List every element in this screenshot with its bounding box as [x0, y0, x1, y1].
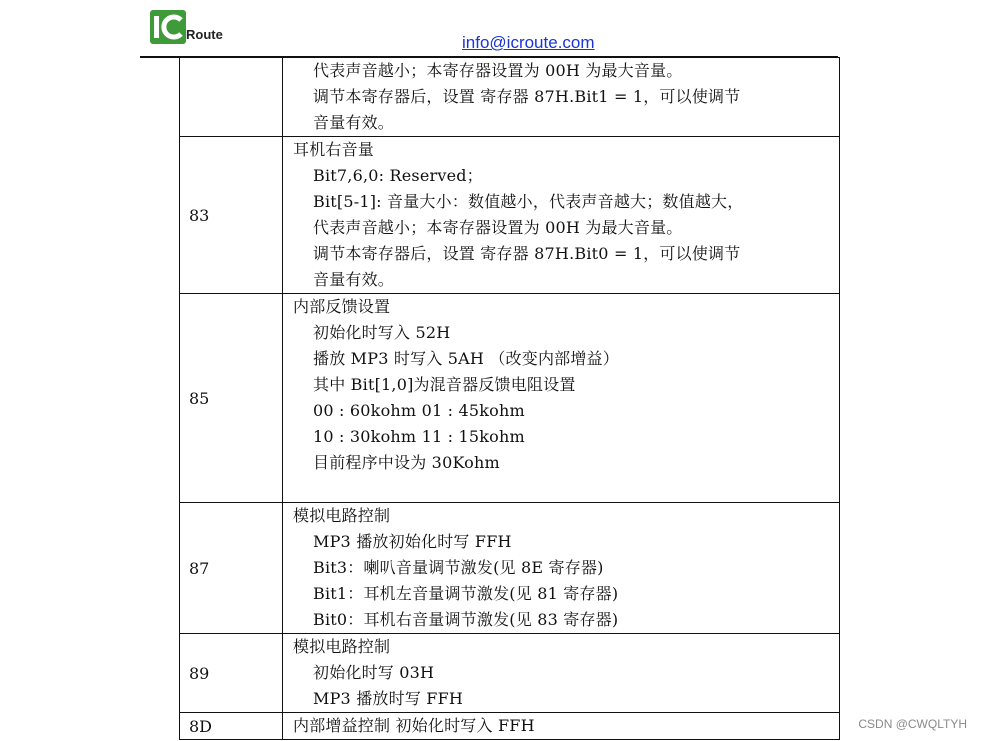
register-address: 89: [180, 634, 283, 713]
register-description: [283, 503, 840, 634]
description-line: MP3 播放初始化时写 FFH: [313, 532, 512, 551]
description-line: Bit[5-1]: 音量大小：数值越小，代表声音越大；数值越大，: [313, 192, 744, 211]
register-row: [180, 58, 840, 137]
register-description: [283, 294, 840, 503]
description-line: MP3 播放时写 FFH: [313, 689, 464, 708]
description-line: [283, 476, 839, 502]
description-line: Bit3：喇叭音量调节激发(见 8E 寄存器): [313, 558, 604, 577]
icroute-logo-icon: [150, 10, 186, 44]
register-address: 87: [180, 503, 283, 634]
description-line: 初始化时写入 52H: [313, 323, 451, 342]
watermark: CSDN @CWQLTYH: [858, 717, 967, 731]
description-line: 00 : 60kohm 01 : 45kohm: [313, 401, 525, 420]
email-link[interactable]: info@icroute.com: [462, 33, 595, 52]
register-row: [180, 713, 840, 740]
register-description: [283, 137, 840, 294]
register-address: 8D: [180, 713, 283, 740]
register-row: [180, 503, 840, 634]
description-line: 调节本寄存器后，设置 寄存器 87H.Bit1 = 1，可以使调节: [313, 87, 741, 106]
description-line: 内部增益控制 初始化时写入 FFH: [293, 716, 535, 735]
description-line: 其中 Bit[1,0]为混音器反馈电阻设置: [313, 375, 576, 394]
register-address: 83: [180, 137, 283, 294]
description-line: 10 : 30kohm 11 : 15kohm: [313, 427, 525, 446]
description-line: 播放 MP3 时写入 5AH （改变内部增益）: [313, 349, 619, 368]
description-line: 模拟电路控制: [293, 637, 391, 656]
register-description: [283, 713, 840, 740]
description-line: 模拟电路控制: [293, 506, 391, 525]
description-line: Bit1：耳机左音量调节激发(见 81 寄存器): [313, 584, 619, 603]
description-line: 代表声音越小；本寄存器设置为 00H 为最大音量。: [313, 61, 683, 80]
description-line: 音量有效。: [313, 270, 395, 289]
company-logo: [150, 10, 232, 46]
register-row: [180, 294, 840, 503]
register-table: [179, 57, 840, 740]
register-address: [180, 58, 283, 137]
description-line: Bit0：耳机右音量调节激发(见 83 寄存器): [313, 610, 619, 629]
description-line: 调节本寄存器后，设置 寄存器 87H.Bit0 = 1，可以使调节: [313, 244, 741, 263]
description-line: 初始化时写 03H: [313, 663, 435, 682]
register-table-body: [180, 58, 840, 740]
register-address: 85: [180, 294, 283, 503]
logo-text: Route: [186, 27, 223, 42]
description-line: 内部反馈设置: [293, 297, 391, 316]
register-description: [283, 58, 840, 137]
description-line: 目前程序中设为 30Kohm: [313, 453, 500, 472]
register-description: [283, 634, 840, 713]
description-line: 耳机右音量: [293, 140, 375, 159]
register-row: [180, 634, 840, 713]
description-line: Bit7,6,0: Reserved；: [313, 166, 483, 185]
description-line: 代表声音越小；本寄存器设置为 00H 为最大音量。: [313, 218, 683, 237]
register-row: [180, 137, 840, 294]
description-line: 音量有效。: [313, 113, 395, 132]
